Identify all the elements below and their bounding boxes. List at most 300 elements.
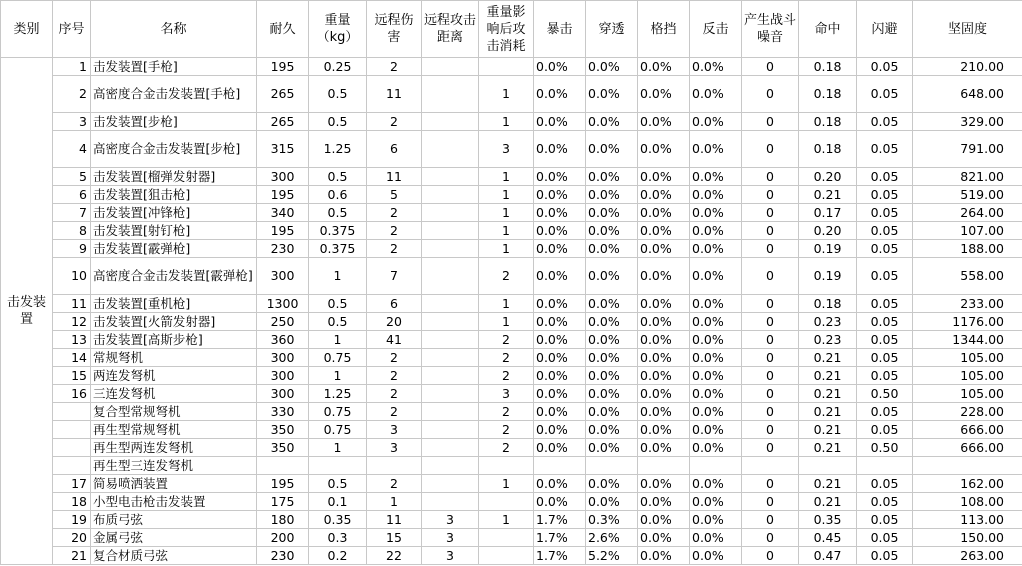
- cell-ctr[interactable]: 0.0%: [690, 76, 742, 113]
- cell-rng[interactable]: 3: [422, 547, 479, 565]
- cell-dmg[interactable]: 3: [367, 421, 422, 439]
- column-header-13[interactable]: 命中: [799, 1, 857, 58]
- cell-idx[interactable]: 15: [53, 367, 91, 385]
- cell-hard[interactable]: 105.00: [913, 349, 1022, 367]
- cell-dur[interactable]: 195: [257, 475, 309, 493]
- cell-cost[interactable]: 1: [479, 511, 534, 529]
- cell-pen[interactable]: 0.0%: [586, 168, 638, 186]
- cell-noise[interactable]: 0: [742, 131, 799, 168]
- cell-rng[interactable]: 3: [422, 529, 479, 547]
- cell-dmg[interactable]: 5: [367, 186, 422, 204]
- cell-blk[interactable]: 0.0%: [638, 258, 690, 295]
- cell-idx[interactable]: 9: [53, 240, 91, 258]
- cell-idx[interactable]: 17: [53, 475, 91, 493]
- cell-blk[interactable]: 0.0%: [638, 186, 690, 204]
- cell-pen[interactable]: 0.3%: [586, 511, 638, 529]
- cell-cost[interactable]: [479, 493, 534, 511]
- cell-ctr[interactable]: 0.0%: [690, 258, 742, 295]
- cell-rng[interactable]: [422, 439, 479, 457]
- cell-idx[interactable]: 3: [53, 113, 91, 131]
- cell-name[interactable]: 再生型两连发弩机: [91, 439, 257, 457]
- cell-pen[interactable]: 0.0%: [586, 313, 638, 331]
- cell-dur[interactable]: 230: [257, 240, 309, 258]
- cell-crit[interactable]: 0.0%: [534, 331, 586, 349]
- cell-idx[interactable]: 6: [53, 186, 91, 204]
- cell-hit[interactable]: 0.47: [799, 547, 857, 565]
- cell-dmg[interactable]: 2: [367, 58, 422, 76]
- cell-blk[interactable]: 0.0%: [638, 349, 690, 367]
- cell-ctr[interactable]: 0.0%: [690, 58, 742, 76]
- cell-cost[interactable]: 2: [479, 421, 534, 439]
- cell-name[interactable]: 金属弓弦: [91, 529, 257, 547]
- cell-dmg[interactable]: 11: [367, 511, 422, 529]
- cell-dmg[interactable]: 2: [367, 475, 422, 493]
- cell-dodge[interactable]: 0.05: [857, 313, 913, 331]
- cell-wt[interactable]: 0.5: [309, 204, 367, 222]
- cell-ctr[interactable]: 0.0%: [690, 204, 742, 222]
- cell-dur[interactable]: 265: [257, 113, 309, 131]
- cell-noise[interactable]: 0: [742, 403, 799, 421]
- cell-dodge[interactable]: 0.05: [857, 295, 913, 313]
- cell-rng[interactable]: [422, 58, 479, 76]
- cell-blk[interactable]: 0.0%: [638, 529, 690, 547]
- cell-dur[interactable]: 315: [257, 131, 309, 168]
- cell-name[interactable]: 击发装置[火箭发射器]: [91, 313, 257, 331]
- cell-ctr[interactable]: 0.0%: [690, 168, 742, 186]
- cell-wt[interactable]: 0.75: [309, 403, 367, 421]
- cell-blk[interactable]: 0.0%: [638, 313, 690, 331]
- cell-dodge[interactable]: 0.50: [857, 439, 913, 457]
- cell-crit[interactable]: 0.0%: [534, 186, 586, 204]
- cell-cost[interactable]: 2: [479, 403, 534, 421]
- cell-noise[interactable]: 0: [742, 240, 799, 258]
- cell-dur[interactable]: 175: [257, 493, 309, 511]
- cell-hard[interactable]: 113.00: [913, 511, 1022, 529]
- cell-crit[interactable]: 0.0%: [534, 131, 586, 168]
- cell-blk[interactable]: 0.0%: [638, 403, 690, 421]
- cell-blk[interactable]: 0.0%: [638, 76, 690, 113]
- cell-cost[interactable]: 1: [479, 475, 534, 493]
- cell-crit[interactable]: [534, 457, 586, 475]
- cell-hard[interactable]: 558.00: [913, 258, 1022, 295]
- cell-ctr[interactable]: 0.0%: [690, 547, 742, 565]
- cell-hit[interactable]: 0.19: [799, 258, 857, 295]
- cell-ctr[interactable]: 0.0%: [690, 131, 742, 168]
- cell-rng[interactable]: [422, 168, 479, 186]
- cell-wt[interactable]: 0.5: [309, 313, 367, 331]
- cell-dodge[interactable]: 0.50: [857, 385, 913, 403]
- cell-idx[interactable]: 8: [53, 222, 91, 240]
- cell-wt[interactable]: 0.35: [309, 511, 367, 529]
- cell-crit[interactable]: 0.0%: [534, 421, 586, 439]
- cell-cost[interactable]: 2: [479, 331, 534, 349]
- cell-dur[interactable]: 350: [257, 421, 309, 439]
- cell-hit[interactable]: 0.18: [799, 113, 857, 131]
- cell-dur[interactable]: 180: [257, 511, 309, 529]
- cell-rng[interactable]: 3: [422, 511, 479, 529]
- cell-dodge[interactable]: 0.05: [857, 547, 913, 565]
- cell-ctr[interactable]: 0.0%: [690, 421, 742, 439]
- cell-name[interactable]: 再生型三连发弩机: [91, 457, 257, 475]
- cell-hit[interactable]: 0.21: [799, 186, 857, 204]
- cell-idx[interactable]: 16: [53, 385, 91, 403]
- cell-noise[interactable]: 0: [742, 313, 799, 331]
- cell-name[interactable]: 击发装置[狙击枪]: [91, 186, 257, 204]
- cell-dodge[interactable]: 0.05: [857, 240, 913, 258]
- cell-blk[interactable]: 0.0%: [638, 131, 690, 168]
- column-header-8[interactable]: 暴击: [534, 1, 586, 58]
- cell-noise[interactable]: 0: [742, 349, 799, 367]
- column-header-10[interactable]: 格挡: [638, 1, 690, 58]
- cell-hit[interactable]: 0.21: [799, 349, 857, 367]
- cell-rng[interactable]: [422, 457, 479, 475]
- cell-noise[interactable]: 0: [742, 58, 799, 76]
- cell-hard[interactable]: 666.00: [913, 421, 1022, 439]
- cell-pen[interactable]: 0.0%: [586, 403, 638, 421]
- cell-dmg[interactable]: 2: [367, 385, 422, 403]
- cell-idx[interactable]: 1: [53, 58, 91, 76]
- column-header-11[interactable]: 反击: [690, 1, 742, 58]
- cell-crit[interactable]: 0.0%: [534, 403, 586, 421]
- column-header-6[interactable]: 远程攻击距离: [422, 1, 479, 58]
- cell-crit[interactable]: 0.0%: [534, 349, 586, 367]
- cell-hit[interactable]: 0.21: [799, 421, 857, 439]
- cell-hit[interactable]: 0.45: [799, 529, 857, 547]
- cell-idx[interactable]: 5: [53, 168, 91, 186]
- cell-wt[interactable]: 0.25: [309, 58, 367, 76]
- cell-dur[interactable]: 340: [257, 204, 309, 222]
- cell-cost[interactable]: 1: [479, 76, 534, 113]
- cell-crit[interactable]: 0.0%: [534, 385, 586, 403]
- cell-cost[interactable]: 1: [479, 222, 534, 240]
- cell-cost[interactable]: 3: [479, 131, 534, 168]
- cell-ctr[interactable]: 0.0%: [690, 511, 742, 529]
- cell-rng[interactable]: [422, 475, 479, 493]
- cell-hard[interactable]: 329.00: [913, 113, 1022, 131]
- cell-pen[interactable]: 5.2%: [586, 547, 638, 565]
- cell-name[interactable]: 复合型常规弩机: [91, 403, 257, 421]
- cell-hard[interactable]: 105.00: [913, 367, 1022, 385]
- cell-dodge[interactable]: 0.05: [857, 367, 913, 385]
- cell-noise[interactable]: 0: [742, 295, 799, 313]
- cell-name[interactable]: 高密度合金击发装置[手枪]: [91, 76, 257, 113]
- cell-hard[interactable]: 263.00: [913, 547, 1022, 565]
- cell-noise[interactable]: 0: [742, 331, 799, 349]
- cell-dodge[interactable]: 0.05: [857, 222, 913, 240]
- cell-crit[interactable]: 0.0%: [534, 222, 586, 240]
- cell-hard[interactable]: 666.00: [913, 439, 1022, 457]
- cell-blk[interactable]: 0.0%: [638, 58, 690, 76]
- cell-blk[interactable]: 0.0%: [638, 295, 690, 313]
- cell-crit[interactable]: 0.0%: [534, 439, 586, 457]
- cell-rng[interactable]: [422, 421, 479, 439]
- cell-ctr[interactable]: 0.0%: [690, 331, 742, 349]
- cell-hit[interactable]: 0.18: [799, 295, 857, 313]
- cell-wt[interactable]: 0.3: [309, 529, 367, 547]
- cell-noise[interactable]: 0: [742, 421, 799, 439]
- cell-dmg[interactable]: 2: [367, 403, 422, 421]
- cell-noise[interactable]: 0: [742, 493, 799, 511]
- cell-dodge[interactable]: [857, 457, 913, 475]
- cell-dodge[interactable]: 0.05: [857, 529, 913, 547]
- cell-blk[interactable]: 0.0%: [638, 421, 690, 439]
- cell-idx[interactable]: 20: [53, 529, 91, 547]
- cell-dur[interactable]: 300: [257, 349, 309, 367]
- cell-dur[interactable]: 350: [257, 439, 309, 457]
- cell-ctr[interactable]: 0.0%: [690, 240, 742, 258]
- cell-idx[interactable]: [53, 403, 91, 421]
- cell-hard[interactable]: 228.00: [913, 403, 1022, 421]
- cell-pen[interactable]: 0.0%: [586, 421, 638, 439]
- cell-crit[interactable]: 1.7%: [534, 529, 586, 547]
- cell-dmg[interactable]: 2: [367, 349, 422, 367]
- cell-dodge[interactable]: 0.05: [857, 131, 913, 168]
- cell-idx[interactable]: 21: [53, 547, 91, 565]
- cell-cost[interactable]: 3: [479, 385, 534, 403]
- cell-dur[interactable]: 195: [257, 222, 309, 240]
- cell-hard[interactable]: 264.00: [913, 204, 1022, 222]
- cell-cost[interactable]: 2: [479, 367, 534, 385]
- cell-name[interactable]: 击发装置[重机枪]: [91, 295, 257, 313]
- column-header-12[interactable]: 产生战斗噪音: [742, 1, 799, 58]
- cell-blk[interactable]: [638, 457, 690, 475]
- cell-rng[interactable]: [422, 258, 479, 295]
- cell-wt[interactable]: 1: [309, 258, 367, 295]
- cell-blk[interactable]: 0.0%: [638, 204, 690, 222]
- cell-dur[interactable]: 265: [257, 76, 309, 113]
- cell-crit[interactable]: 0.0%: [534, 295, 586, 313]
- cell-wt[interactable]: 0.2: [309, 547, 367, 565]
- cell-dur[interactable]: 230: [257, 547, 309, 565]
- cell-ctr[interactable]: 0.0%: [690, 403, 742, 421]
- cell-name[interactable]: 高密度合金击发装置[霰弹枪]: [91, 258, 257, 295]
- cell-pen[interactable]: 0.0%: [586, 58, 638, 76]
- cell-wt[interactable]: 0.75: [309, 349, 367, 367]
- column-header-1[interactable]: 序号: [53, 1, 91, 58]
- cell-rng[interactable]: [422, 331, 479, 349]
- cell-noise[interactable]: 0: [742, 186, 799, 204]
- cell-pen[interactable]: 0.0%: [586, 439, 638, 457]
- cell-cost[interactable]: 1: [479, 240, 534, 258]
- cell-rng[interactable]: [422, 186, 479, 204]
- cell-hard[interactable]: 233.00: [913, 295, 1022, 313]
- cell-dodge[interactable]: 0.05: [857, 331, 913, 349]
- cell-name[interactable]: 常规弩机: [91, 349, 257, 367]
- column-header-14[interactable]: 闪避: [857, 1, 913, 58]
- cell-dur[interactable]: 300: [257, 258, 309, 295]
- cell-pen[interactable]: 0.0%: [586, 349, 638, 367]
- cell-idx[interactable]: 7: [53, 204, 91, 222]
- cell-crit[interactable]: 0.0%: [534, 367, 586, 385]
- cell-pen[interactable]: 0.0%: [586, 258, 638, 295]
- cell-dmg[interactable]: 2: [367, 240, 422, 258]
- cell-hard[interactable]: 821.00: [913, 168, 1022, 186]
- cell-cost[interactable]: 1: [479, 313, 534, 331]
- cell-idx[interactable]: 4: [53, 131, 91, 168]
- cell-hit[interactable]: 0.21: [799, 493, 857, 511]
- cell-crit[interactable]: 0.0%: [534, 76, 586, 113]
- cell-pen[interactable]: 0.0%: [586, 204, 638, 222]
- cell-crit[interactable]: 0.0%: [534, 475, 586, 493]
- cell-noise[interactable]: 0: [742, 168, 799, 186]
- cell-hard[interactable]: 188.00: [913, 240, 1022, 258]
- cell-noise[interactable]: 0: [742, 222, 799, 240]
- cell-pen[interactable]: 0.0%: [586, 475, 638, 493]
- cell-dodge[interactable]: 0.05: [857, 186, 913, 204]
- cell-cost[interactable]: 1: [479, 186, 534, 204]
- cell-dodge[interactable]: 0.05: [857, 511, 913, 529]
- cell-dodge[interactable]: 0.05: [857, 58, 913, 76]
- cell-rng[interactable]: [422, 313, 479, 331]
- cell-hit[interactable]: 0.21: [799, 385, 857, 403]
- column-header-0[interactable]: 类别: [1, 1, 53, 58]
- cell-rng[interactable]: [422, 204, 479, 222]
- cell-blk[interactable]: 0.0%: [638, 475, 690, 493]
- cell-noise[interactable]: 0: [742, 258, 799, 295]
- cell-dmg[interactable]: 3: [367, 439, 422, 457]
- column-header-2[interactable]: 名称: [91, 1, 257, 58]
- cell-dmg[interactable]: 2: [367, 222, 422, 240]
- cell-hit[interactable]: 0.20: [799, 168, 857, 186]
- cell-name[interactable]: 高密度合金击发装置[步枪]: [91, 131, 257, 168]
- cell-wt[interactable]: 1: [309, 439, 367, 457]
- cell-name[interactable]: 击发装置[手枪]: [91, 58, 257, 76]
- cell-ctr[interactable]: [690, 457, 742, 475]
- cell-crit[interactable]: 0.0%: [534, 113, 586, 131]
- cell-name[interactable]: 再生型常规弩机: [91, 421, 257, 439]
- cell-ctr[interactable]: 0.0%: [690, 367, 742, 385]
- cell-ctr[interactable]: 0.0%: [690, 439, 742, 457]
- cell-dur[interactable]: 200: [257, 529, 309, 547]
- cell-dmg[interactable]: 1: [367, 493, 422, 511]
- cell-hit[interactable]: [799, 457, 857, 475]
- cell-dur[interactable]: 300: [257, 385, 309, 403]
- cell-rng[interactable]: [422, 403, 479, 421]
- cell-noise[interactable]: 0: [742, 367, 799, 385]
- cell-pen[interactable]: 0.0%: [586, 131, 638, 168]
- cell-wt[interactable]: 0.5: [309, 168, 367, 186]
- cell-blk[interactable]: 0.0%: [638, 439, 690, 457]
- cell-crit[interactable]: 0.0%: [534, 313, 586, 331]
- cell-hard[interactable]: 105.00: [913, 385, 1022, 403]
- cell-dmg[interactable]: 11: [367, 76, 422, 113]
- cell-hard[interactable]: [913, 457, 1022, 475]
- cell-dodge[interactable]: 0.05: [857, 493, 913, 511]
- cell-ctr[interactable]: 0.0%: [690, 475, 742, 493]
- column-header-15[interactable]: 坚固度: [913, 1, 1022, 58]
- cell-name[interactable]: 击发装置[榴弹发射器]: [91, 168, 257, 186]
- cell-ctr[interactable]: 0.0%: [690, 385, 742, 403]
- category-cell[interactable]: 击发装置: [1, 58, 53, 565]
- cell-dur[interactable]: 300: [257, 367, 309, 385]
- cell-crit[interactable]: 0.0%: [534, 240, 586, 258]
- cell-wt[interactable]: 1.25: [309, 385, 367, 403]
- cell-rng[interactable]: [422, 493, 479, 511]
- cell-blk[interactable]: 0.0%: [638, 385, 690, 403]
- cell-pen[interactable]: 0.0%: [586, 113, 638, 131]
- cell-wt[interactable]: 1: [309, 331, 367, 349]
- cell-dmg[interactable]: 22: [367, 547, 422, 565]
- cell-name[interactable]: 击发装置[高斯步枪]: [91, 331, 257, 349]
- cell-hard[interactable]: 1344.00: [913, 331, 1022, 349]
- cell-pen[interactable]: 2.6%: [586, 529, 638, 547]
- cell-idx[interactable]: [53, 421, 91, 439]
- cell-wt[interactable]: 1.25: [309, 131, 367, 168]
- cell-dmg[interactable]: 41: [367, 331, 422, 349]
- cell-pen[interactable]: 0.0%: [586, 186, 638, 204]
- cell-dmg[interactable]: 6: [367, 295, 422, 313]
- cell-ctr[interactable]: 0.0%: [690, 349, 742, 367]
- cell-blk[interactable]: 0.0%: [638, 331, 690, 349]
- cell-name[interactable]: 复合材质弓弦: [91, 547, 257, 565]
- cell-cost[interactable]: [479, 547, 534, 565]
- cell-noise[interactable]: 0: [742, 511, 799, 529]
- cell-name[interactable]: 击发装置[步枪]: [91, 113, 257, 131]
- column-header-4[interactable]: 重量（kg）: [309, 1, 367, 58]
- cell-wt[interactable]: 0.1: [309, 493, 367, 511]
- cell-cost[interactable]: [479, 529, 534, 547]
- cell-blk[interactable]: 0.0%: [638, 240, 690, 258]
- cell-noise[interactable]: 0: [742, 385, 799, 403]
- cell-wt[interactable]: 1: [309, 367, 367, 385]
- cell-wt[interactable]: 0.5: [309, 113, 367, 131]
- cell-idx[interactable]: [53, 439, 91, 457]
- cell-hit[interactable]: 0.18: [799, 58, 857, 76]
- cell-rng[interactable]: [422, 295, 479, 313]
- column-header-5[interactable]: 远程伤害: [367, 1, 422, 58]
- cell-noise[interactable]: [742, 457, 799, 475]
- cell-blk[interactable]: 0.0%: [638, 547, 690, 565]
- cell-cost[interactable]: 2: [479, 439, 534, 457]
- cell-blk[interactable]: 0.0%: [638, 511, 690, 529]
- cell-ctr[interactable]: 0.0%: [690, 222, 742, 240]
- cell-rng[interactable]: [422, 367, 479, 385]
- cell-rng[interactable]: [422, 240, 479, 258]
- cell-cost[interactable]: 1: [479, 168, 534, 186]
- column-header-3[interactable]: 耐久: [257, 1, 309, 58]
- cell-dodge[interactable]: 0.05: [857, 421, 913, 439]
- cell-pen[interactable]: 0.0%: [586, 493, 638, 511]
- cell-dur[interactable]: 300: [257, 168, 309, 186]
- cell-dodge[interactable]: 0.05: [857, 403, 913, 421]
- cell-hit[interactable]: 0.21: [799, 475, 857, 493]
- cell-idx[interactable]: [53, 457, 91, 475]
- cell-hit[interactable]: 0.17: [799, 204, 857, 222]
- cell-blk[interactable]: 0.0%: [638, 222, 690, 240]
- cell-dodge[interactable]: 0.05: [857, 168, 913, 186]
- cell-dmg[interactable]: 6: [367, 131, 422, 168]
- cell-name[interactable]: 两连发弩机: [91, 367, 257, 385]
- cell-dmg[interactable]: 2: [367, 113, 422, 131]
- cell-name[interactable]: 三连发弩机: [91, 385, 257, 403]
- cell-wt[interactable]: 0.5: [309, 475, 367, 493]
- cell-idx[interactable]: 13: [53, 331, 91, 349]
- cell-hit[interactable]: 0.18: [799, 76, 857, 113]
- cell-pen[interactable]: 0.0%: [586, 385, 638, 403]
- cell-hard[interactable]: 107.00: [913, 222, 1022, 240]
- cell-ctr[interactable]: 0.0%: [690, 295, 742, 313]
- cell-ctr[interactable]: 0.0%: [690, 186, 742, 204]
- cell-crit[interactable]: 0.0%: [534, 204, 586, 222]
- cell-dur[interactable]: 195: [257, 186, 309, 204]
- cell-pen[interactable]: 0.0%: [586, 222, 638, 240]
- cell-hard[interactable]: 1176.00: [913, 313, 1022, 331]
- cell-noise[interactable]: 0: [742, 529, 799, 547]
- cell-name[interactable]: 击发装置[射钉枪]: [91, 222, 257, 240]
- cell-hit[interactable]: 0.20: [799, 222, 857, 240]
- cell-crit[interactable]: 0.0%: [534, 258, 586, 295]
- cell-hard[interactable]: 108.00: [913, 493, 1022, 511]
